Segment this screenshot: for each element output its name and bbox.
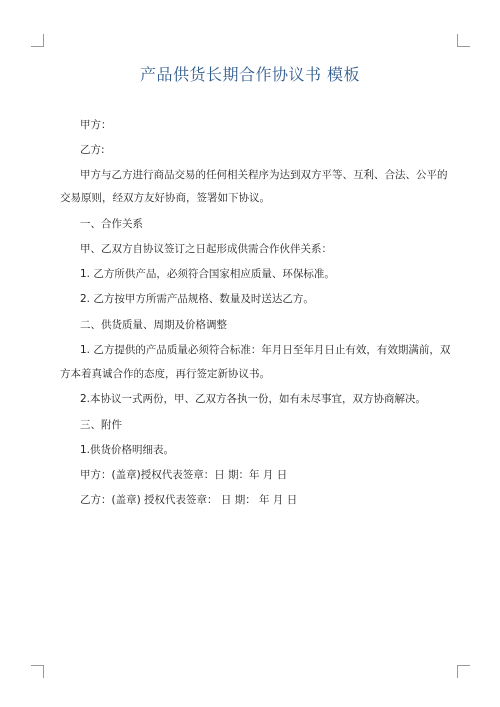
document-title: 产品供货长期合作协议书 模板	[139, 65, 361, 84]
section-2-item-1-line-2: 方本着真诚合作的态度，再行签定新协议书。	[60, 368, 270, 380]
section-heading-2: 二、供货质量、周期及价格调整	[80, 319, 227, 331]
party-b-line: 乙方:	[80, 144, 105, 156]
crop-mark-top-left	[31, 34, 44, 47]
signature-party-b: 乙方：(盖章) 授权代表签章： 日 期： 年 月 日	[80, 494, 298, 506]
attachment-item-1: 1.供货价格明细表。	[80, 444, 175, 456]
section-1-paragraph: 甲、乙双方自协议签订之日起形成供需合作伙伴关系：	[80, 243, 332, 255]
section-1-item-2: 2. 乙方按甲方所需产品规格、数量及时送达乙方。	[80, 293, 314, 305]
section-heading-1: 一、合作关系	[80, 218, 143, 230]
section-1-item-1: 1. 乙方所供产品，必须符合国家相应质量、环保标准。	[80, 268, 335, 280]
crop-mark-bottom-left	[31, 665, 44, 678]
section-2-item-1-line-1: 1. 乙方提供的产品质量必须符合标准：年月日至年月日止有效，有效期满前，双	[80, 344, 451, 356]
section-2-item-2: 2.本协议一式两份，甲、乙双方各执一份，如有未尽事宜，双方协商解决。	[80, 393, 427, 405]
intro-paragraph-line-2: 交易原则，经双方友好协商，签署如下协议。	[60, 192, 270, 204]
crop-mark-top-right	[457, 34, 470, 47]
section-heading-3: 三、附件	[80, 419, 122, 431]
intro-paragraph-line-1: 甲方与乙方进行商品交易的任何相关程序为达到双方平等、互利、合法、公平的	[80, 169, 448, 181]
crop-mark-bottom-right	[457, 665, 470, 678]
party-a-line: 甲方：	[80, 119, 112, 131]
signature-party-a: 甲方：(盖章)授权代表签章：日 期：年 月 日	[80, 469, 288, 481]
